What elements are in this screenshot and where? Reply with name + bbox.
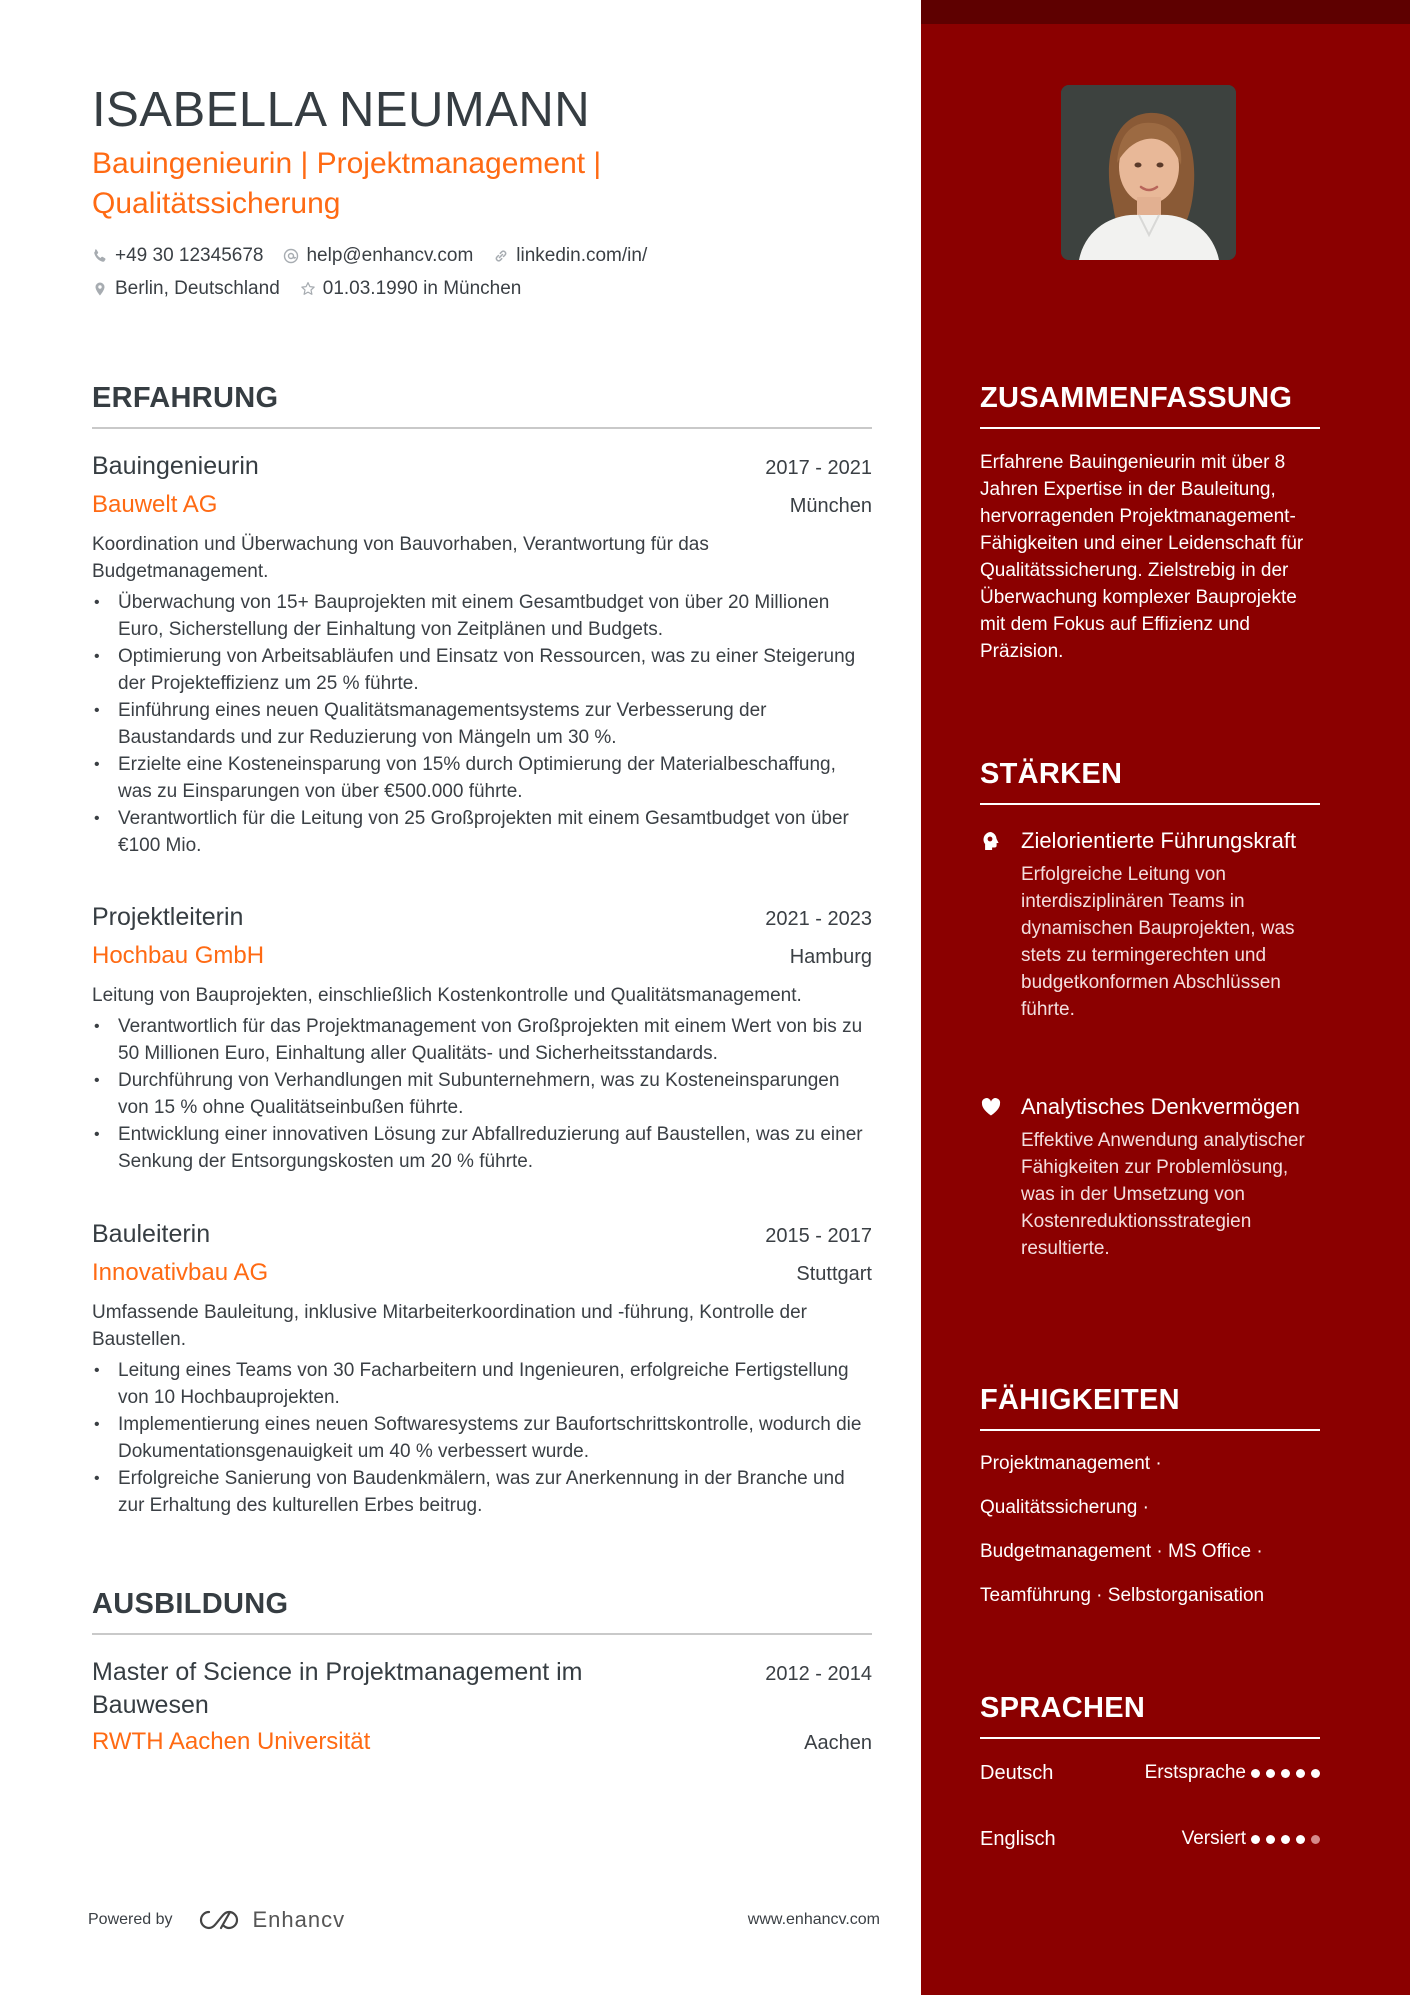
skill-line: Teamführung · Selbstorganisation	[980, 1585, 1265, 1606]
job-date: 2021 - 2023	[765, 908, 872, 930]
education-entry	[92, 1656, 872, 1756]
contact-row-1	[92, 245, 647, 267]
job-bullet: • Verantwortlich für das Projektmanagement von Großprojekten mit einem Wert von bis zu 50 Millionen Euro, Einhaltung aller Qualitäts- und Sicherheitsstandards.	[92, 1013, 872, 1067]
job-bullet: • Entwicklung einer innovativen Lösung zur Abfallreduzierung auf Baustellen, was zu einer Senkung der Entsorgungskosten um 20 % führte.	[92, 1121, 872, 1175]
birth-text: 01.03.1990 in München	[322, 278, 522, 299]
portrait-image	[1061, 85, 1236, 260]
job-location: München	[789, 495, 872, 517]
languages-divider	[980, 1737, 1320, 1739]
education-divider	[92, 1633, 872, 1635]
job-bullet: • Erfolgreiche Sanierung von Baudenkmälern, was zur Anerkennung in der Branche und zur Erhaltung des kulturellen Erbes beitrug.	[92, 1465, 872, 1519]
experience-heading: ERFAHRUNG	[92, 382, 279, 414]
contact-location	[92, 278, 280, 300]
job-company: Hochbau GmbH	[92, 942, 265, 969]
phone-icon	[92, 248, 108, 264]
language-name: Englisch	[980, 1827, 1056, 1850]
job-entry-2	[92, 903, 872, 1175]
link-icon	[493, 248, 509, 264]
job-entry-1	[92, 452, 872, 859]
job-bullet: • Einführung eines neuen Qualitätsmanagementsystems zur Verbesserung der Baustandards und zur Reduzierung von Mängeln um 30 %.	[92, 697, 872, 751]
at-icon	[283, 248, 299, 264]
education-heading: AUSBILDUNG	[92, 1588, 289, 1620]
email-text[interactable]: help@enhancv.com	[306, 245, 474, 266]
powered-by-label: Powered by	[88, 1911, 173, 1928]
strength-title: Zielorientierte Führungskraft	[1021, 828, 1297, 853]
job-location: Hamburg	[789, 946, 872, 968]
job-bullets	[92, 1013, 872, 1175]
job-description: Koordination und Überwachung von Bauvorhaben, Verantwortung für das Budgetmanagement.	[92, 534, 709, 582]
contact-birth	[300, 278, 522, 300]
linkedin-text[interactable]: linkedin.com/in/	[516, 245, 648, 266]
sidebar	[921, 0, 1410, 1995]
contact-linkedin[interactable]	[493, 245, 647, 267]
job-description: Umfassende Bauleitung, inklusive Mitarbeiterkoordination und -führung, Kontrolle der Baustellen.	[92, 1302, 808, 1350]
language-item-1	[980, 1758, 1320, 1788]
language-level: Versiert	[1181, 1828, 1246, 1849]
footer	[88, 1902, 880, 1938]
skills-heading: FÄHIGKEITEN	[980, 1384, 1180, 1416]
contact-email[interactable]	[283, 245, 473, 267]
strengths-heading: STÄRKEN	[980, 758, 1123, 790]
language-level: Erstsprache	[1144, 1762, 1246, 1783]
education-date: 2012 - 2014	[765, 1663, 872, 1685]
school-location: Aachen	[804, 1732, 872, 1754]
rating-dot-filled	[1296, 1835, 1305, 1844]
job-bullet: • Optimierung von Arbeitsabläufen und Einsatz von Ressourcen, was zu einer Steigerung der Projekteffizienz um 25 % führte.	[92, 643, 872, 697]
rating-dot-filled	[1296, 1769, 1305, 1778]
language-rating	[1251, 1835, 1320, 1844]
school-name: RWTH Aachen Universität	[92, 1728, 371, 1755]
job-bullets	[92, 1357, 872, 1519]
phone-text: +49 30 12345678	[115, 245, 264, 266]
job-role: Bauleiterin	[92, 1220, 211, 1248]
job-bullets	[92, 589, 872, 859]
job-bullet: • Durchführung von Verhandlungen mit Subunternehmern, was zu Kosteneinsparungen von 15 % ohne Qualitätseinbußen führte.	[92, 1067, 872, 1121]
rating-dot-filled	[1311, 1769, 1320, 1778]
job-company: Bauwelt AG	[92, 491, 218, 518]
contact-row-2	[92, 278, 521, 300]
rating-dot-filled	[1251, 1769, 1260, 1778]
summary-heading: ZUSAMMENFASSUNG	[980, 382, 1293, 414]
rating-dot-filled	[1281, 1835, 1290, 1844]
job-bullet: • Leitung eines Teams von 30 Facharbeitern und Ingenieuren, erfolgreiche Fertigstellung von 10 Hochbauprojekten.	[92, 1357, 872, 1411]
job-company: Innovativbau AG	[92, 1259, 269, 1286]
brand-name: Enhancv	[252, 1907, 346, 1932]
language-item-2	[980, 1824, 1320, 1854]
candidate-title: Bauingenieurin | Projektmanagement | Qualitätssicherung	[92, 147, 602, 220]
sidebar-top-bar	[921, 0, 1410, 24]
star-icon	[300, 281, 316, 297]
job-bullet: • Implementierung eines neuen Softwaresystems zur Baufortschrittskontrolle, wodurch die Dokumentationsgenauigkeit um 40 % verbessert wurde.	[92, 1411, 872, 1465]
languages-heading: SPRACHEN	[980, 1692, 1146, 1724]
rating-dot-empty	[1311, 1835, 1320, 1844]
heart-icon	[980, 1096, 1002, 1118]
skills-list	[980, 1450, 1325, 1626]
profile-photo	[1061, 85, 1236, 260]
strength-item-2	[980, 1092, 1325, 1262]
summary-divider	[980, 427, 1320, 429]
contact-phone	[92, 245, 263, 267]
job-entry-3	[92, 1220, 872, 1519]
powered-by	[88, 1907, 345, 1933]
candidate-name: ISABELLA NEUMANN	[92, 83, 591, 137]
job-date: 2017 - 2021	[765, 457, 872, 479]
location-pin-icon	[92, 281, 108, 297]
job-location: Stuttgart	[796, 1263, 872, 1285]
strength-description: Effektive Anwendung analytischer Fähigkeiten zur Problemlösung, was in der Umsetzung von Kostenreduktionsstrategien resultierte.	[1021, 1130, 1305, 1259]
rating-dot-filled	[1251, 1835, 1260, 1844]
brand-logo[interactable]	[197, 1907, 346, 1933]
job-description: Leitung von Bauprojekten, einschließlich Kostenkontrolle und Qualitätsmanagement.	[92, 985, 802, 1006]
job-bullet: • Verantwortlich für die Leitung von 25 Großprojekten mit einem Gesamtbudget von über €100 Mio.	[92, 805, 872, 859]
strengths-divider	[980, 803, 1320, 805]
skill-line: Qualitätssicherung ·	[980, 1497, 1149, 1518]
location-text: Berlin, Deutschland	[115, 278, 280, 299]
head-icon	[980, 830, 1002, 852]
job-bullet: • Überwachung von 15+ Bauprojekten mit einem Gesamtbudget von über 20 Millionen Euro, Sicherstellung der Einhaltung von Zeitplänen und Budgets.	[92, 589, 872, 643]
job-role: Bauingenieurin	[92, 452, 259, 480]
rating-dot-filled	[1266, 1835, 1275, 1844]
skills-divider	[980, 1429, 1320, 1431]
summary-text: Erfahrene Bauingenieurin mit über 8 Jahren Expertise in der Bauleitung, hervorragenden Projektmanagement-Fähigkeiten und einer Leidenschaft für Qualitätssicherung. Zielstrebig in der Überwachung komplexer Bauprojekte mit dem Fokus auf Effizienz und Präzision.	[980, 452, 1304, 662]
language-name: Deutsch	[980, 1761, 1054, 1784]
degree-title: Master of Science in Projektmanagement im Bauwesen	[92, 1658, 583, 1719]
strength-description: Erfolgreiche Leitung von interdisziplinären Teams in dynamischen Bauprojekten, was stets zu termingerechten und budgetkonformen Abschlüssen führte.	[1021, 864, 1295, 1020]
skill-line: Projektmanagement ·	[980, 1453, 1162, 1474]
rating-dot-filled	[1266, 1769, 1275, 1778]
rating-dot-filled	[1281, 1769, 1290, 1778]
job-role: Projektleiterin	[92, 903, 244, 931]
language-rating	[1251, 1769, 1320, 1778]
strength-item-1	[980, 826, 1325, 1023]
skill-line: Budgetmanagement · MS Office ·	[980, 1541, 1263, 1562]
enhancv-logo-icon	[197, 1908, 243, 1932]
strength-title: Analytisches Denkvermögen	[1021, 1094, 1300, 1119]
job-date: 2015 - 2017	[765, 1225, 872, 1247]
job-bullet: • Erzielte eine Kosteneinsparung von 15% durch Optimierung der Materialbeschaffung, was zu Einsparungen von über €500.000 führte.	[92, 751, 872, 805]
experience-divider	[92, 427, 872, 429]
website-link[interactable]: www.enhancv.com	[747, 1911, 880, 1928]
